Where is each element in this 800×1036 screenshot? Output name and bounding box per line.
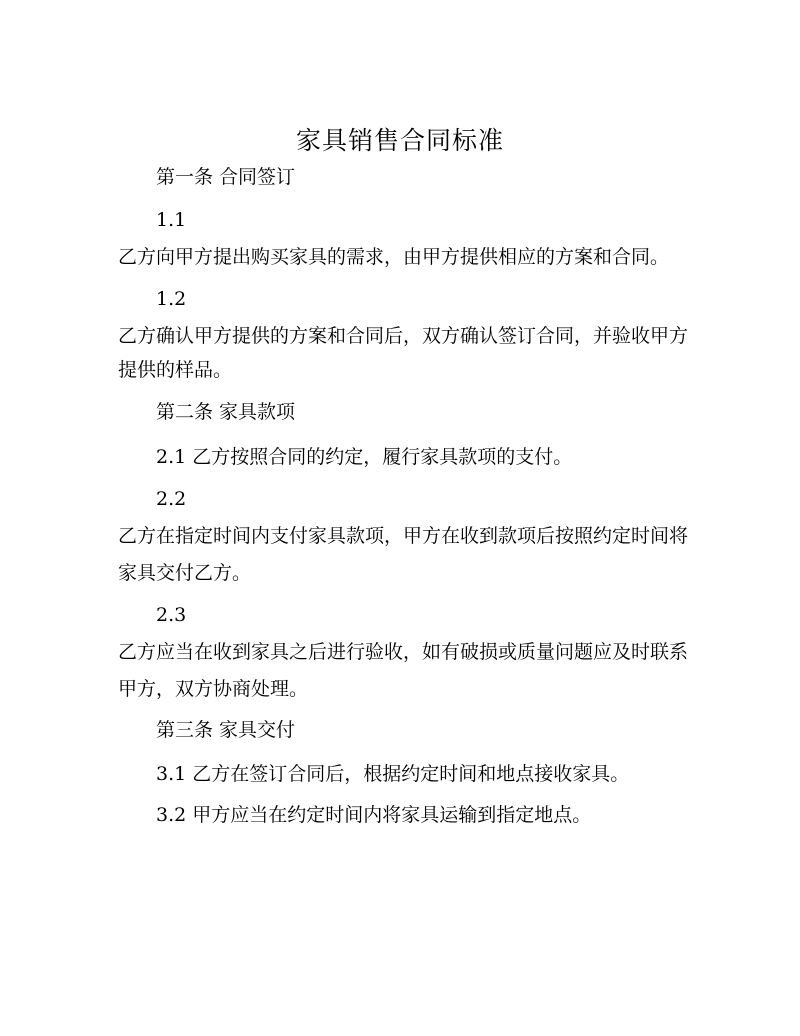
clause-text: 甲方，双方协商处理。: [118, 678, 309, 700]
clause-text: 家具交付乙方。: [118, 562, 252, 584]
clause-text: 乙方应当在收到家具之后进行验收，如有破损或质量问题应及时联系: [118, 641, 689, 663]
clause-number: 2.2: [156, 488, 187, 510]
clause-text: 乙方确认甲方提供的方案和合同后，双方确认签订合同，并验收甲方: [118, 325, 689, 347]
clause-number: 1.2: [156, 288, 187, 310]
clause-text: 乙方向甲方提出购买家具的需求，由甲方提供相应的方案和合同。: [118, 246, 670, 268]
article-1-heading: 第一条 合同签订: [156, 166, 296, 188]
article-2-heading: 第二条 家具款项: [156, 401, 296, 423]
clause-text: 提供的样品。: [118, 359, 233, 381]
clause-text: 2.1 乙方按照合同的约定，履行家具款项的支付。: [156, 446, 573, 468]
clause-text: 3.1 乙方在签订合同后，根据约定时间和地点接收家具。: [156, 763, 630, 785]
article-3-heading: 第三条 家具交付: [156, 719, 296, 741]
clause-text: 3.2 甲方应当在约定时间内将家具运输到指定地点。: [156, 804, 592, 826]
clause-number: 1.1: [156, 209, 187, 231]
clause-text: 乙方在指定时间内支付家具款项，甲方在收到款项后按照约定时间将: [118, 525, 689, 547]
document-title: 家具销售合同标准: [295, 126, 504, 155]
clause-number: 2.3: [156, 604, 187, 626]
